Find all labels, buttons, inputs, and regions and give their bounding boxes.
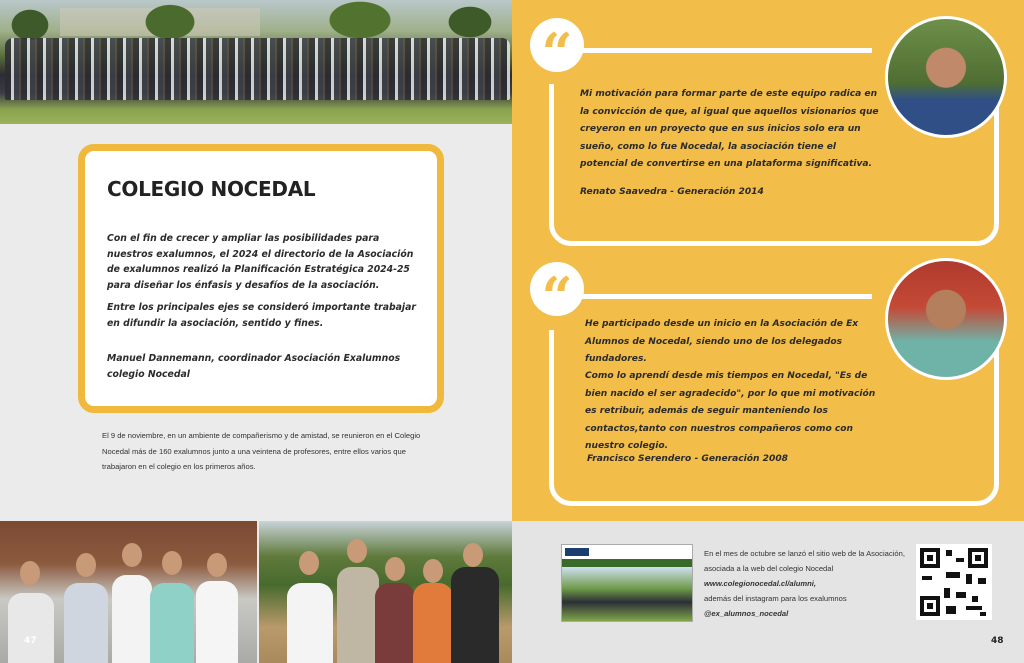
right-page: [512, 0, 1024, 663]
photo-person: [8, 593, 54, 663]
photo-head: [347, 539, 367, 563]
photo-head: [162, 551, 182, 575]
photo-head: [76, 553, 96, 577]
portrait-francisco-serendero: [885, 258, 1007, 380]
quote-mark-icon: “: [530, 262, 584, 316]
event-caption: El 9 de noviembre, en un ambiente de compañerismo y de amistad, se reunieron en el Colegio Nocedal más de 160 exalumnos junto a una veintena de profesores, entre ellos varios que trabajaron en el colegio en los primeros años.: [102, 431, 421, 471]
website-url-link[interactable]: www.colegionocedal.cl/alumni,: [704, 579, 816, 588]
quote2-signature: Francisco Serendero - Generación 2008: [587, 454, 788, 464]
photo-head: [207, 553, 227, 577]
photo-head: [20, 561, 40, 585]
quote-mark-icon: “: [530, 18, 584, 72]
qr-module: [972, 596, 978, 602]
photo-crowd: [5, 38, 510, 100]
photo-person: [64, 583, 108, 663]
website-logo: [565, 548, 589, 556]
qr-module: [946, 606, 956, 614]
photo-person: [451, 567, 499, 663]
qr-module: [966, 574, 972, 584]
photo-person: [287, 583, 333, 663]
photo-person: [337, 567, 379, 663]
photo-person: [413, 583, 453, 663]
quote2-text-1: He participado desde un inicio en la Asociación de Ex Alumnos de Nocedal, siendo uno de los delegados fundadores.: [585, 319, 859, 364]
qr-module: [980, 612, 986, 616]
qr-module: [946, 550, 952, 556]
qr-module: [922, 576, 932, 580]
photo-head: [299, 551, 319, 575]
colegio-nocedal-card: [78, 144, 444, 413]
qr-module: [946, 572, 960, 578]
quote1-text: Mi motivación para formar parte de este equipo radica en la convicción de que, al igual que aquellos visionarios que creyeron en un proyecto que en sus inicios solo era un sueño, como lo fue Nocedal, la asociación tiene el potencial de convertirse en una plataforma significativa.: [580, 89, 879, 169]
photo-head: [385, 557, 405, 581]
photo-person: [196, 581, 238, 663]
photo-head: [122, 543, 142, 567]
website-line1: En el mes de octubre se lanzó el sitio web de la Asociación, asociada a la web del colegio Nocedal: [704, 549, 905, 573]
qr-module: [956, 592, 966, 598]
qr-module: [944, 588, 950, 598]
qr-module: [978, 578, 986, 584]
group-photo-alumni: [0, 0, 512, 124]
card-title: COLEGIO NOCEDAL: [107, 177, 316, 201]
qr-module: [956, 558, 964, 562]
quote1-signature: Renato Saavedra - Generación 2014: [580, 187, 764, 197]
website-line2: además del instagram para los exalumnos: [704, 594, 847, 603]
qr-code-icon[interactable]: [916, 544, 992, 620]
website-nav: [562, 559, 692, 567]
photo-person: [112, 575, 152, 663]
photo-head: [423, 559, 443, 583]
card-paragraph-1: Con el fin de crecer y ampliar las posibilidades para nuestros exalumnos, el 2024 el directorio de la Asociación de exalumnos realizó la Planificación Estratégica 2024-25 para diseñar los énfasis y desafíos de la asociación.: [107, 233, 414, 291]
instagram-handle-link[interactable]: @ex_alumnos_nocedal: [704, 609, 789, 618]
website-description: [704, 546, 914, 621]
qr-module: [966, 606, 982, 610]
photo-students-outdoor: [259, 521, 512, 663]
website-screenshot: [561, 544, 693, 622]
qr-finder-core: [975, 555, 981, 561]
card-signature: Manuel Dannemann, coordinador Asociación Exalumnos colegio Nocedal: [107, 353, 401, 380]
page-number-right: 48: [991, 636, 1004, 646]
website-hero-image: [562, 567, 692, 621]
card-paragraph-2: Entre los principales ejes se consideró importante trabajar en difundir la asociación, sentido y fines.: [107, 302, 416, 329]
qr-finder-core: [927, 603, 933, 609]
quote2-text-2: Como lo aprendí desde mis tiempos en Nocedal, "Es de bien nacido el ser agradecido", por lo que mi motivación es retribuir, además de seguir manteniendo los contactos,tanto con nuestros compañeros como con nuestro colegio.: [585, 371, 876, 451]
photo-person: [150, 583, 194, 663]
photo-head: [463, 543, 483, 567]
photo-students-indoor: [0, 521, 257, 663]
portrait-renato-saavedra: [885, 16, 1007, 138]
qr-finder-core: [927, 555, 933, 561]
page-number-left: 47: [24, 636, 37, 646]
photo-person: [375, 583, 415, 663]
